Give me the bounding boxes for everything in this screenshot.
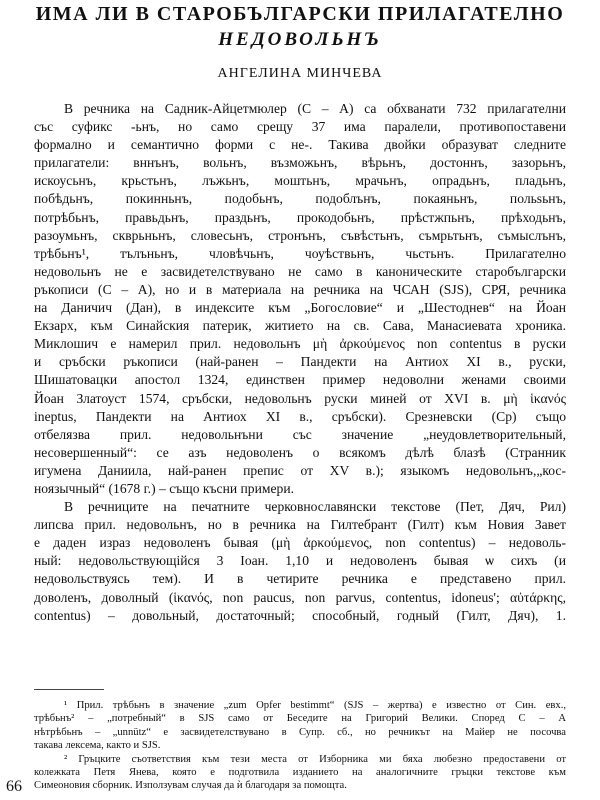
body-line: трѣбьнъ¹, тълъньнъ, чловѣчьнъ, чоуѣствьнъ, чьстьнъ. Прилагателно [34, 245, 566, 261]
body-line: потрѣбьнъ, правьдьнъ, праздьнъ, прокодобьнъ, прѣстжпьнъ, прѣходьнъ, [34, 209, 566, 225]
footnote-line: ¹ Прил. трѣбьнъ в значение „zum Opfer bestimmt“ (SJS – жертва) е известно от Син. евх., [64, 700, 566, 711]
body-line: Йоан Златоуст 1574, сръбски, недовольнъ руски миней от XVI в. μὴ ἱκανός [34, 390, 566, 406]
article-body [34, 100, 566, 625]
body-line: със суфикс -ьнъ, но само срещу 37 има паралели, противопоставени [34, 119, 566, 135]
page-number: 66 [6, 778, 22, 795]
author-name: АНГЕЛИНА МИНЧЕВА [217, 66, 383, 81]
article-title-line-2: НЕДОВОЛЬНЪ [218, 29, 382, 50]
body-line: искоусьнъ, крьстьнъ, лъжьнъ, моштьнъ, мрачьнъ, опрадьнъ, пладьнъ, [34, 173, 566, 189]
body-line: несовершенный“: се азъ недоволенъ о всякомъ дѣлѣ блазѣ (Странник [34, 444, 566, 460]
body-line: игумена Даниила, най-ранен препис от XV в.); языкомъ недовольнъ,„кос- [34, 462, 566, 478]
body-line: ръкописи (С – А), но и в материала на речника на ЧСАН (SJS), СРЯ, речника [34, 281, 566, 297]
body-line: липсва прил. недовольнъ, но в речника на Гилтебрант (Гилт) към Новия Завет [34, 517, 566, 533]
body-line: ineptus, Пандекти на Антиох XI в., сръбски). Срезневски (Ср) също [34, 408, 566, 424]
footnote-line: колежката Петя Янева, която е подготвила изданието на аналогичните гръцки текстове към [34, 766, 566, 778]
body-line: и сръбски ръкописи (най-ранен – Пандекти на Антиох XI в., руски, [34, 354, 566, 370]
body-line: В речниците на печатните черковнославянски текстове (Пет, Дяч, Рил) [64, 499, 566, 515]
body-line: В речника на Садник-Айцетмюлер (С – А) са обхванати 732 прилагателни [64, 101, 566, 116]
body-line: отбелязва прил. недовольнъни със значение „неудовлетворительный, [34, 426, 566, 442]
footnote-line: Симеоновия сборник. Използувам случая да ѝ благодаря за помощта. [34, 780, 347, 792]
body-line: доволенъ, доволный (ἱκανός, non paucus, non parvus, contentus, idoneus'; αὐτάρκης, [34, 589, 566, 605]
body-line: недовольствуясь тем). И в четирите речника е представено прил. [34, 571, 566, 587]
footnote-line: нѣтрѣбьнъ – „unnütz“ е засвидетелствувано в Супр. сб., но речникът на Майер не посочва [34, 726, 566, 738]
body-line: ный: недовольствующійся 3 Іоан. 1,10 и недоволенъ бывая ѡ сихъ (и [34, 553, 566, 569]
body-line: недовольнъ не е засвидетелствувано не само в каноническите старобългарски [34, 263, 566, 279]
footnote-line: ² Гръцките съответствия към тези места от Изборника ми бяха любезно предоставени от [64, 753, 566, 765]
article-title-line-1: ИМА ЛИ В СТАРОБЪЛГАРСКИ ПРИЛАГАТЕЛНО [35, 3, 565, 25]
body-line: е даден израз недоволенъ бывая (μὴ ἀρκούμενος, non contentus) – недоволь- [34, 535, 566, 551]
body-line: Екзарх, към Синайския патерик, житието на св. Сава, Манасиевата хроника. [34, 318, 566, 334]
body-line: Шишатовацки апостол 1324, единствен пример недоволни женами своими [34, 372, 566, 388]
body-line: contentus) – довольный, достаточный; способный, годный (Гилт, Дяч), 1. [34, 607, 566, 623]
body-line: ноязычный“ (1678 г.) – също късни примери. [34, 480, 294, 496]
body-line: Миклошич е намерил прил. недовольнъ μὴ ἀρκούμενος non contentus в руски [34, 336, 566, 352]
footnote-line: такава лексема, както и SJS. [34, 740, 161, 752]
footnote-line: трѣбьнъ² – „потребный“ в SJS само от Беседите на Григорий Велики. Според С – А [34, 713, 566, 725]
footnotes [34, 699, 566, 793]
body-line: прилагатели: вннънъ, вольнъ, възможьнъ, вѣрьнъ, достоннъ, зазорьнъ, [34, 155, 566, 171]
body-line: на Даничич (Дан), в индексите към „Богословие“ и „Шестоднев“ на Йоан [34, 300, 566, 316]
body-line: разоумьнъ, скврьньнъ, словесьнъ, стронънъ, съвѣстьнъ, съмрьтьнъ, съмыслънъ, [34, 227, 566, 243]
body-line: побѣдьнъ, покинньнъ, подобьнъ, подоблънъ, покаяньнъ, польѕьнъ, [34, 191, 566, 207]
footnote-separator [34, 689, 104, 690]
body-line: формално и семантично форми с не-. Такива двойки образуват следните [34, 137, 566, 153]
